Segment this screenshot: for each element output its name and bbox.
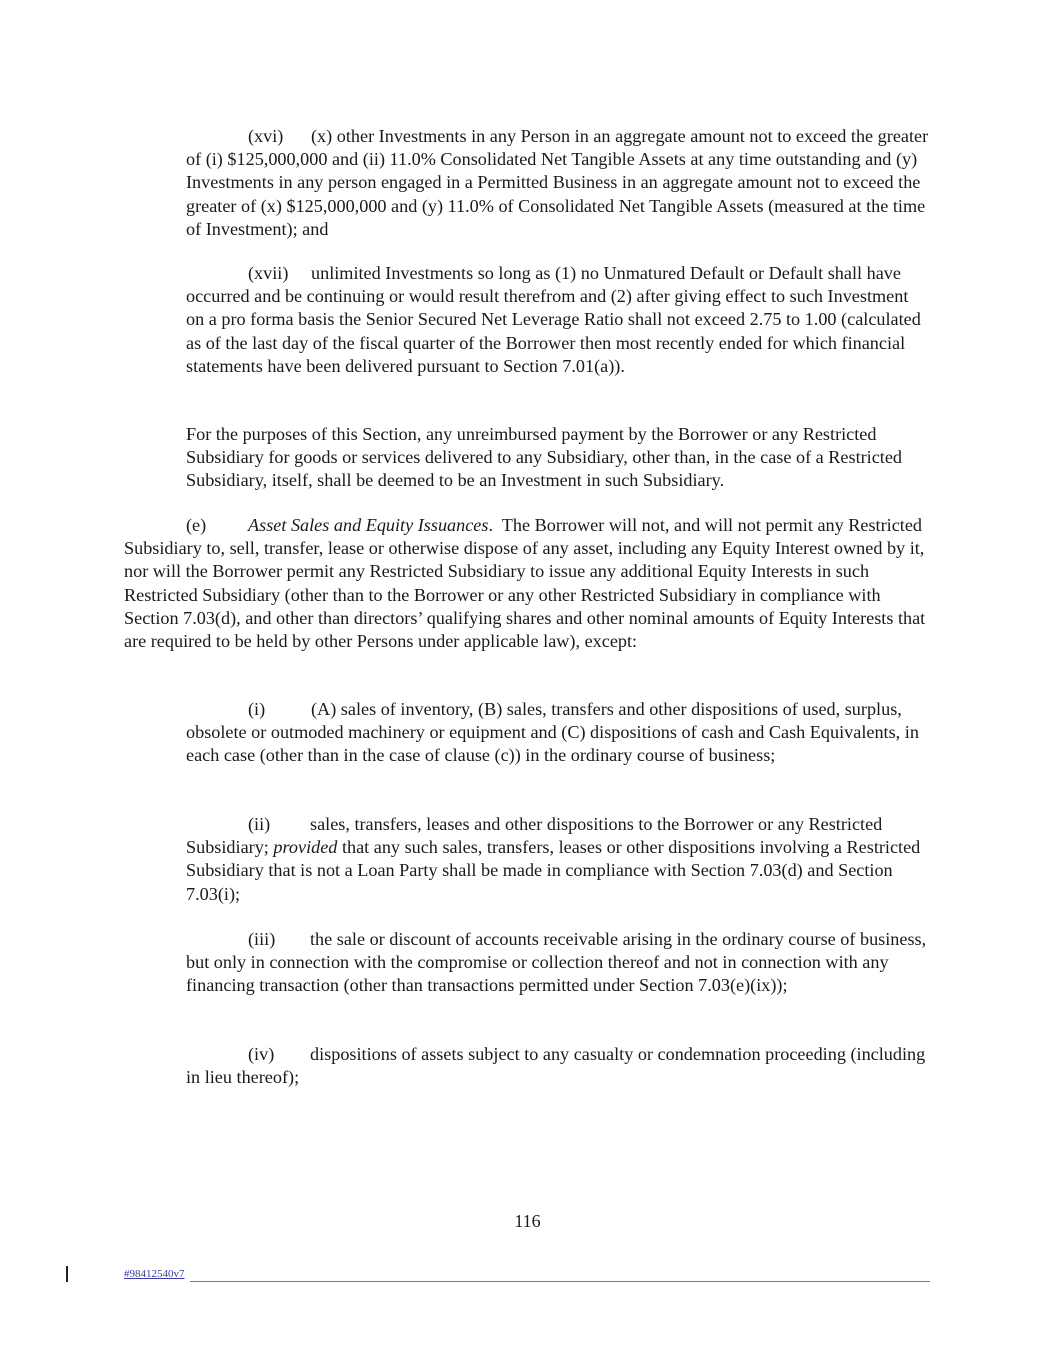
clause-number: (xvii): [248, 263, 289, 283]
provided-italic: provided: [273, 837, 338, 858]
document-id: #98412540v7: [124, 1268, 185, 1280]
footer-rule: [190, 1281, 930, 1282]
section-number: (e): [186, 515, 207, 535]
clause-i: [186, 698, 930, 768]
clause-text: dispositions of assets subject to any casualty or condemnation proceeding (including in lieu thereof);: [186, 1044, 926, 1088]
clause-number: (i): [248, 699, 266, 719]
clause-text: (A) sales of inventory, (B) sales, transfers and other dispositions of used, surplus, obsolete or outmoded machinery or equipment and (C) dispositions of cash and Cash Equivalents, in each case (other than in the case of clause (c)) in the ordinary course of business;: [186, 699, 919, 766]
clause-text: sales, transfers, leases and other dispositions to the Borrower or any Restricted Subsidiary;: [186, 814, 883, 858]
clause-xvi: [186, 125, 930, 241]
section-heading: Asset Sales and Equity Issuances: [248, 515, 489, 535]
clause-text: the sale or discount of accounts receivable arising in the ordinary course of business, but only in connection with the compromise or collection thereof and not in connection with any financing transaction (other than transactions permitted under Section 7.03(e)(ix));: [186, 929, 927, 996]
clause-text: (x) other Investments in any Person in an aggregate amount not to exceed the greater of (i) $125,000,000 and (ii) 11.0% Consolidated Net Tangible Assets at any time outstanding and (y) Investments in any person engaged in a Permitted Business in an aggregate amount not to exceed the greater of (x) $125,000,000 and (y) 11.0% of Consolidated Net Tangible Assets (measured at the time of Investment); and: [186, 126, 929, 239]
clause-ii: [186, 813, 930, 906]
clause-xvii: [186, 262, 930, 378]
clause-number: (ii): [248, 814, 271, 834]
paragraph-text: For the purposes of this Section, any unreimbursed payment by the Borrower or any Restricted Subsidiary for goods or services delivered to any Subsidiary, other than, in the case of a Restricted Subsidiary, itself, shall be deemed to be an Investment in such Subsidiary.: [186, 424, 903, 491]
clause-number: (xvi): [248, 126, 284, 146]
clause-iv: [186, 1043, 930, 1089]
change-bar: [66, 1266, 68, 1282]
clause-iii: [186, 928, 930, 998]
clause-text-continued: that any such sales, transfers, leases or other dispositions involving a Restricted Subsidiary that is not a Loan Party shall be made in compliance with Section 7.03(d) and Section 7.03(i);: [186, 837, 921, 904]
clause-number: (iv): [248, 1044, 275, 1064]
section-e: (e) Asset Sales and Equity Issuances. The Borrower will not, and will not permit any Restricted Subsidiary to, sell, transfer, lease or otherwise dispose of any asset, including any Equity Interest owned by it, nor will the Borrower permit any Restricted Subsidiary to issue any additional Equity Interests in such Restricted Subsidiary (other than to the Borrower or any other Restricted Subsidiary in compliance with Section 7.03(d), and other than directors’ qualifying shares and other nominal amounts of Equity Interests that are required to be held by other Persons under applicable law), except:: [124, 515, 926, 652]
page-number: 116: [514, 1211, 541, 1231]
purposes-paragraph: [124, 423, 930, 493]
clause-text: unlimited Investments so long as (1) no Unmatured Default or Default shall have occurred and be continuing or would result therefrom and (2) after giving effect to such Investment on a pro forma basis the Senior Secured Net Leverage Ratio shall not exceed 2.75 to 1.00 (calculated as of the last day of the fiscal quarter of the Borrower then most recently ended for which financial statements have been delivered pursuant to Section 7.01(a)).: [186, 263, 921, 376]
section-text: The Borrower will not, and will not permit any Restricted Subsidiary to, sell, transfer, lease or otherwise dispose of any asset, including any Equity Interest owned by it, nor will the Borrower permit any Restricted Subsidiary to issue any additional Equity Interests in such Restricted Subsidiary (other than to the Borrower or any other Restricted Subsidiary in compliance with Section 7.03(d), and other than directors’ qualifying shares and other nominal amounts of Equity Interests that are required to be held by other Persons under applicable law), except:: [124, 515, 926, 652]
clause-number: (iii): [248, 929, 276, 949]
